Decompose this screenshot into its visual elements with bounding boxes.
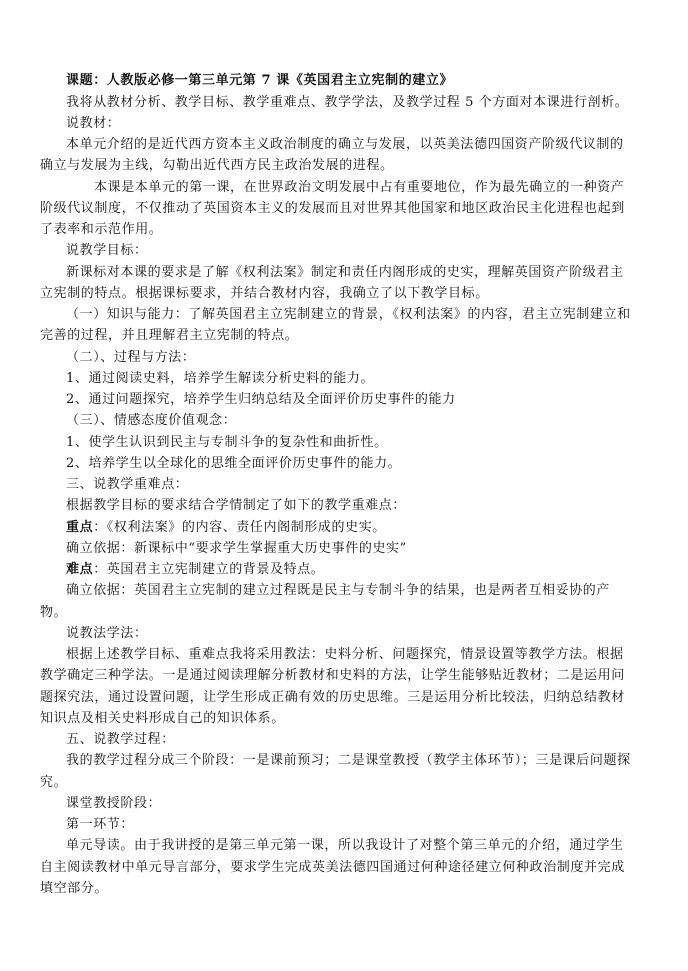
paragraph-line: 物。 <box>40 605 68 620</box>
paragraph-line: 确立与发展为主线，勾勒出近代西方民主政治发展的进程。 <box>40 158 394 173</box>
paragraph-line: 确立依据：新课标中“要求学生掌握重大历史事件的史实” <box>66 541 407 556</box>
paragraph-line: 了表率和示范作用。 <box>40 222 163 237</box>
paragraph-line: 根据教学目标的要求结合学情制定了如下的教学重难点： <box>66 498 407 513</box>
objective-process-heading: （二）、过程与方法： <box>66 350 196 365</box>
paragraph-line: 阶级代议制度，不仅推动了英国资本主义的发展而且对世界其他国家和地区政治民主化进程也起到 <box>40 201 625 216</box>
key-point-text: ：《权利法案》的内容、责任内阁制形成的史实。 <box>93 520 386 535</box>
intro-line: 我将从教材分析、教学目标、教学重难点、教学学法，及教学过程 5 个方面对本课进行剖析。 <box>66 95 629 110</box>
list-item: 2、培养学生以全球化的思维全面评价历史事件的能力。 <box>66 456 402 471</box>
key-point-line <box>66 520 386 536</box>
subheading-first-step: 第一环节： <box>66 817 135 832</box>
list-item: 1、使学生认识到民主与专制斗争的复杂性和曲折性。 <box>66 435 388 450</box>
paragraph-line: 根据上述教学目标、重难点我将采用教法：史料分析、问题探究，情景设置等教学方法。根据 <box>66 647 624 662</box>
section-heading-textbook: 说教材： <box>66 116 121 131</box>
paragraph-line: 完善的过程，并且理解君主立宪制的特点。 <box>40 328 299 343</box>
difficulty-text: ：英国君主立宪制建立的背景及特点。 <box>93 562 325 577</box>
paragraph-line: 确立依据：英国君主立宪制的建立过程既是民主与专制斗争的结果，也是两者互相妥协的产 <box>66 583 611 598</box>
subheading-classroom-stage: 课堂教授阶段： <box>66 796 162 811</box>
section-heading-objectives: 说教学目标： <box>66 243 148 258</box>
paragraph-line: 究。 <box>40 775 68 790</box>
lesson-title: 课题：人教版必修一第三单元第 7 课《英国君主立宪制的建立》 <box>66 73 454 88</box>
section-heading-methods: 说教法学法： <box>66 626 148 641</box>
list-item: 2、通过问题探究，培养学生归纳总结及全面评价历史事件的能力 <box>66 392 456 407</box>
paragraph-line: 本课是本单元的第一课，在世界政治文明发展中占有重要地位，作为最先确立的一种资产 <box>94 180 625 195</box>
paragraph-line: 新课标对本课的要求是了解《权利法案》制定和责任内阁形成的史实，理解英国资产阶级君主 <box>66 265 624 280</box>
difficulty-line <box>66 562 324 578</box>
paragraph-line: 题探究法，通过设置问题，让学生形成正确有效的历史思维。三是运用分析比较法，归纳总结教材 <box>40 690 625 705</box>
list-item: 1、通过阅读史料，培养学生解读分析史料的能力。 <box>66 371 375 386</box>
objective-knowledge: （一）知识与能力：了解英国君主立宪制建立的背景，《权利法案》的内容，君主立宪制建立和 <box>66 307 631 322</box>
paragraph-line: 自主阅读教材中单元导言部分，要求学生完成英美法德四国通过何种途径建立何种政治制度并完成 <box>40 860 625 875</box>
objective-values-heading: （三）、情感态度价值观念： <box>66 413 237 428</box>
paragraph-line: 本单元介绍的是近代西方资本主义政治制度的确立与发展，以英美法德四国资产阶级代议制的 <box>66 137 624 152</box>
difficulty-label: 难点 <box>66 562 94 577</box>
paragraph-line: 我的教学过程分成三个阶段：一是课前预习；二是课堂教授（教学主体环节）；三是课后问题探 <box>66 753 631 768</box>
key-point-label: 重点 <box>66 520 94 535</box>
paragraph-line: 知识点及相关史料形成自己的知识体系。 <box>40 711 285 726</box>
section-heading-process: 五、说教学过程： <box>66 732 175 747</box>
section-heading-key-points: 三、说教学重难点： <box>66 477 189 492</box>
paragraph-line: 单元导读。由于我讲授的是第三单元第一课，所以我设计了对整个第三单元的介绍，通过学生 <box>66 838 624 853</box>
paragraph-line: 教学确定三种学法。一是通过阅读理解分析教材和史料的方法，让学生能够贴近教材；二是运用问 <box>40 668 625 683</box>
paragraph-line: 填空部分。 <box>40 881 109 896</box>
paragraph-line: 立宪制的特点。根据课标要求，并结合教材内容，我确立了以下教学目标。 <box>40 286 489 301</box>
